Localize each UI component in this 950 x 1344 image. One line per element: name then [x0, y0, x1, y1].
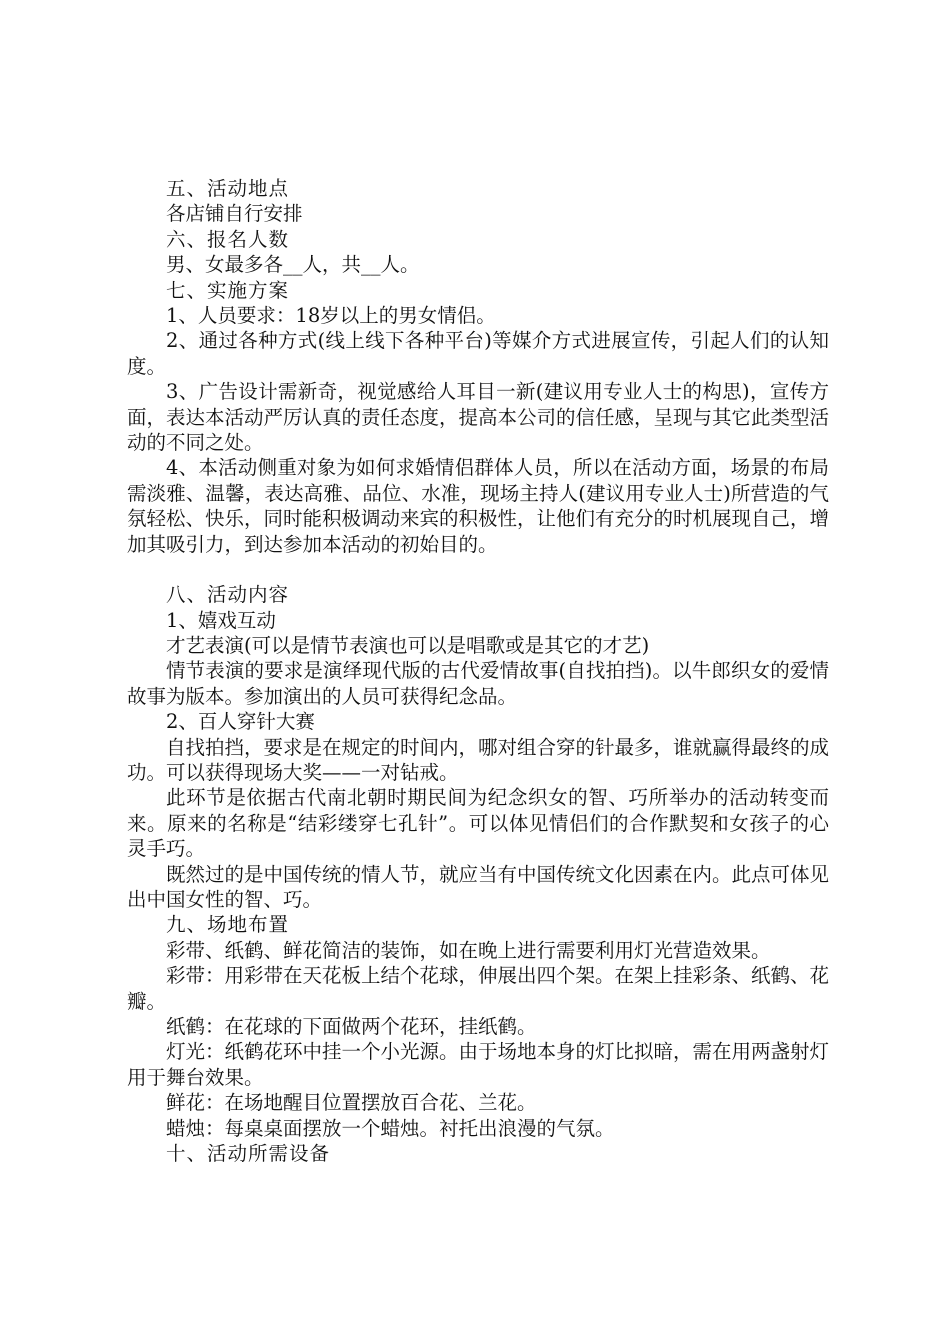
body-paragraph: 蜡烛：每桌桌面摆放一个蜡烛。衬托出浪漫的气氛。: [166, 1116, 615, 1140]
section-heading: 七、实施方案: [166, 278, 290, 302]
body-paragraph: 鲜花：在场地醒目位置摆放百合花、兰花。: [166, 1091, 537, 1115]
section-heading: 九、场地布置: [166, 913, 290, 937]
section-heading: 五、活动地点: [166, 177, 290, 200]
body-paragraph: 灯光：纸鹤花环中挂一个小光源。由于场地本身的灯比拟暗，需在用两盏射灯用于舞台效果。: [127, 1040, 830, 1089]
body-paragraph: 彩带：用彩带在天花板上结个花球，伸展出四个架。在架上挂彩条、纸鹤、花瓣。: [127, 964, 830, 1013]
body-paragraph: 1、人员要求：18岁以上的男女情侣。: [166, 304, 496, 328]
section-heading: 六、报名人数: [166, 227, 290, 251]
body-paragraph: 4、本活动侧重对象为如何求婚情侣群体人员，所以在活动方面，场景的布局需淡雅、温馨，表达高雅、品位、水准，现场主持人(建议用专业人士)所营造的气氛轻松、快乐，同时能积极调动来宾的积极性，让他们有充分的时机展现自己，增加其吸引力，到达参加本活动的初始目的。: [127, 456, 830, 556]
body-paragraph: 各店铺自行安排: [166, 202, 303, 226]
section-heading: 十、活动所需设备: [166, 1142, 331, 1166]
body-paragraph: 彩带、纸鹤、鲜花简洁的装饰，如在晚上进行需要利用灯光营造效果。: [166, 938, 771, 962]
body-paragraph: 1、嬉戏互动: [166, 608, 276, 632]
body-paragraph: 2、通过各种方式(线上线下各种平台)等媒介方式进展宣传，引起人们的认知度。: [127, 329, 829, 378]
body-paragraph: 情节表演的要求是演绎现代版的古代爱情故事(自找拍挡)。以牛郎织女的爱情故事为版本。参加演出的人员可获得纪念品。: [127, 659, 829, 708]
section-heading: 八、活动内容: [166, 583, 290, 607]
body-paragraph: 男、女最多各__人，共__人。: [166, 253, 420, 277]
body-paragraph: 才艺表演(可以是情节表演也可以是唱歌或是其它的才艺): [166, 633, 650, 657]
body-paragraph: 自找拍挡，要求是在规定的时间内，哪对组合穿的针最多，谁就赢得最终的成功。可以获得现场大奖——一对钻戒。: [127, 735, 830, 784]
document-body: [127, 176, 829, 1166]
body-paragraph: 纸鹤：在花球的下面做两个花环，挂纸鹤。: [166, 1015, 537, 1038]
body-paragraph: 2、百人穿针大赛: [166, 710, 315, 734]
body-paragraph: 此环节是依据古代南北朝时期民间为纪念织女的智、巧所举办的活动转变而来。原来的名称是“结彩缕穿七孔针”。可以体见情侣们的合作默契和女孩子的心灵手巧。: [127, 786, 829, 861]
body-paragraph: 3、广告设计需新奇，视觉感给人耳目一新(建议用专业人士的构思)，宣传方面，表达本活动严厉认真的责任态度，提高本公司的信任感，呈现与其它此类型活动的不同之处。: [127, 380, 830, 455]
body-paragraph: 既然过的是中国传统的情人节，就应当有中国传统文化因素在内。此点可体见出中国女性的智、巧。: [127, 862, 830, 911]
